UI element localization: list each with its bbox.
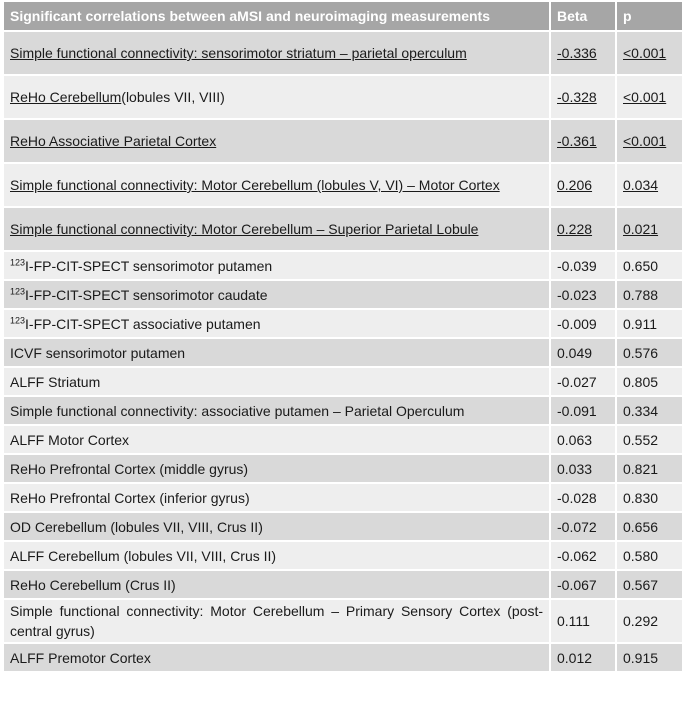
table-row [3, 75, 683, 119]
row-beta: -0.091 [550, 396, 616, 425]
row-label [3, 280, 550, 309]
row-beta: 0.033 [550, 454, 616, 483]
row-label-superscript: 123 [10, 314, 26, 325]
row-p: 0.034 [616, 163, 683, 207]
row-label [3, 309, 550, 338]
table-row [3, 207, 683, 251]
row-beta: 0.049 [550, 338, 616, 367]
row-label: ALFF Striatum [3, 367, 550, 396]
header-beta: Beta [550, 1, 616, 31]
table-row [3, 280, 683, 309]
row-p: 0.915 [616, 643, 683, 672]
row-p: 0.576 [616, 338, 683, 367]
row-beta: -0.072 [550, 512, 616, 541]
row-p: 0.580 [616, 541, 683, 570]
row-p: 0.656 [616, 512, 683, 541]
row-beta: 0.012 [550, 643, 616, 672]
row-p: <0.001 [616, 119, 683, 163]
row-beta: -0.023 [550, 280, 616, 309]
row-beta: -0.027 [550, 367, 616, 396]
row-label: ALFF Motor Cortex [3, 425, 550, 454]
row-p: 0.821 [616, 454, 683, 483]
row-beta: -0.009 [550, 309, 616, 338]
row-label: ALFF Premotor Cortex [3, 643, 550, 672]
row-label [3, 75, 550, 119]
table-row [3, 599, 683, 643]
table-row [3, 338, 683, 367]
row-beta: -0.336 [550, 31, 616, 75]
row-p: 0.334 [616, 396, 683, 425]
table-row [3, 31, 683, 75]
row-label: OD Cerebellum (lobules VII, VIII, Crus II) [3, 512, 550, 541]
row-label: Simple functional connectivity: sensorimotor striatum – parietal operculum [3, 31, 550, 75]
table-row [3, 251, 683, 280]
table-row [3, 454, 683, 483]
row-label: ReHo Prefrontal Cortex (middle gyrus) [3, 454, 550, 483]
row-label-main: I-FP-CIT-SPECT associative putamen [25, 315, 261, 332]
row-p: 0.650 [616, 251, 683, 280]
table-row [3, 163, 683, 207]
row-label-note: (lobules VII, VIII) [121, 89, 225, 105]
row-beta: -0.328 [550, 75, 616, 119]
row-beta: -0.361 [550, 119, 616, 163]
table-row [3, 309, 683, 338]
row-p: 0.805 [616, 367, 683, 396]
row-label-superscript: 123 [10, 256, 26, 267]
row-p: <0.001 [616, 31, 683, 75]
row-p: 0.567 [616, 570, 683, 599]
row-p: 0.911 [616, 309, 683, 338]
row-label: Simple functional connectivity: Motor Cerebellum – Primary Sensory Cortex (post-central gyrus) [3, 599, 550, 643]
table-row [3, 483, 683, 512]
row-label-superscript: 123 [10, 285, 26, 296]
table-row [3, 425, 683, 454]
header-p: p [616, 1, 683, 31]
row-beta: 0.111 [550, 599, 616, 643]
table-row [3, 512, 683, 541]
row-p: 0.552 [616, 425, 683, 454]
row-p: 0.292 [616, 599, 683, 643]
row-label: ReHo Associative Parietal Cortex [3, 119, 550, 163]
row-p: 0.788 [616, 280, 683, 309]
table-row [3, 541, 683, 570]
row-beta: -0.028 [550, 483, 616, 512]
row-label: Simple functional connectivity: Motor Cerebellum (lobules V, VI) – Motor Cortex [3, 163, 550, 207]
row-label-main: ReHo Cerebellum [10, 89, 122, 105]
row-label: ICVF sensorimotor putamen [3, 338, 550, 367]
table-row [3, 643, 683, 672]
row-label-main: I-FP-CIT-SPECT sensorimotor caudate [25, 286, 268, 303]
row-beta: 0.063 [550, 425, 616, 454]
row-label: ReHo Prefrontal Cortex (inferior gyrus) [3, 483, 550, 512]
correlations-table [2, 0, 683, 673]
row-p: <0.001 [616, 75, 683, 119]
row-beta: 0.228 [550, 207, 616, 251]
row-label: Simple functional connectivity: Motor Cerebellum – Superior Parietal Lobule [3, 207, 550, 251]
row-label: ReHo Cerebellum (Crus II) [3, 570, 550, 599]
row-label: Simple functional connectivity: associative putamen – Parietal Operculum [3, 396, 550, 425]
row-beta: -0.067 [550, 570, 616, 599]
table-header-row [3, 1, 683, 31]
row-label [3, 251, 550, 280]
row-beta: -0.039 [550, 251, 616, 280]
table-row [3, 119, 683, 163]
row-p: 0.021 [616, 207, 683, 251]
header-measurement: Significant correlations between aMSI and neuroimaging measurements [3, 1, 550, 31]
table-row [3, 367, 683, 396]
row-p: 0.830 [616, 483, 683, 512]
row-label: ALFF Cerebellum (lobules VII, VIII, Crus II) [3, 541, 550, 570]
table-row [3, 570, 683, 599]
row-beta: -0.062 [550, 541, 616, 570]
table-row [3, 396, 683, 425]
row-label-main: I-FP-CIT-SPECT sensorimotor putamen [25, 257, 273, 274]
row-beta: 0.206 [550, 163, 616, 207]
